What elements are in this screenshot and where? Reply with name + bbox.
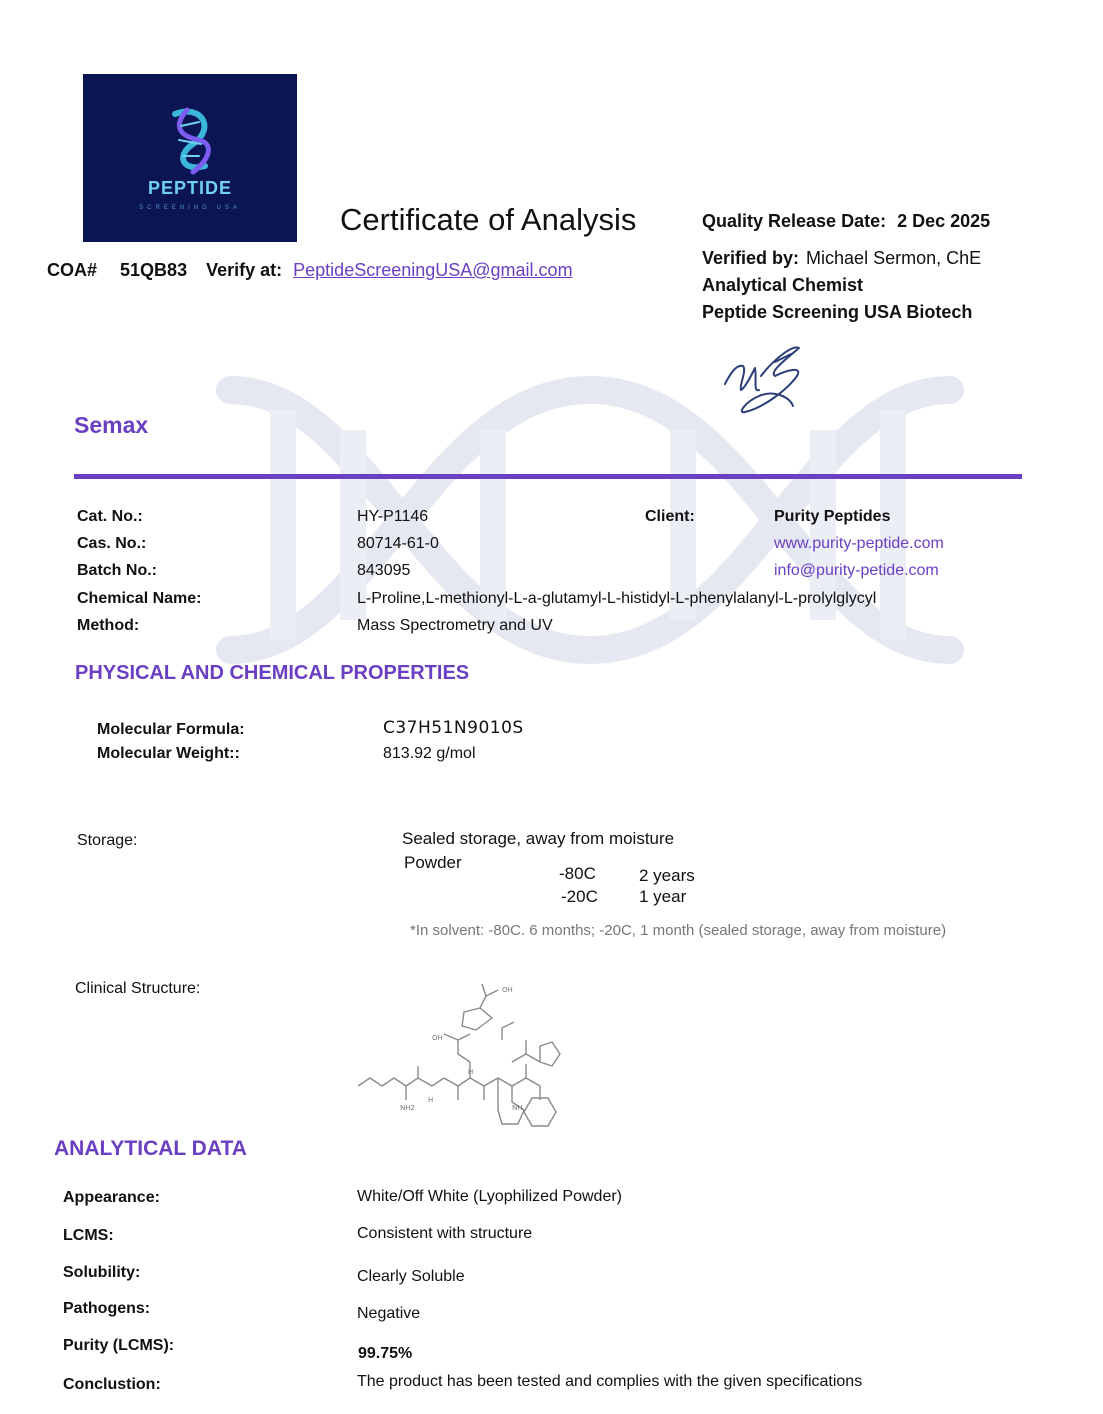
detail-label-batch: Batch No.:: [77, 562, 157, 579]
client-website-link[interactable]: www.purity-peptide.com: [774, 535, 944, 552]
structure-atom-nh2: NH2: [400, 1104, 415, 1112]
verify-label: Verify at:: [206, 260, 283, 280]
storage-note: *In solvent: -80C. 6 months; -20C, 1 month (sealed storage, away from moisture): [410, 922, 947, 939]
formula-label: Molecular Formula:: [97, 721, 245, 738]
verify-email-link[interactable]: PeptideScreeningUSA@gmail.com: [293, 260, 573, 280]
logo-tagline: SCREENING USA: [139, 205, 241, 211]
storage-temp-1: -80C: [559, 864, 596, 883]
storage-temp-2: -20C: [561, 887, 598, 906]
analytical-value-solubility: Clearly Soluble: [357, 1268, 465, 1285]
coa-number: 51QB83: [120, 260, 188, 280]
analytical-label-lcms: LCMS:: [63, 1227, 114, 1244]
company-logo: [83, 74, 297, 242]
verified-by-label: Verified by:: [702, 248, 800, 268]
chemical-structure-diagram: [352, 978, 574, 1138]
detail-value-method: Mass Spectrometry and UV: [357, 617, 553, 634]
release-date-label: Quality Release Date:: [702, 211, 887, 231]
verifier-role: Analytical Chemist: [702, 275, 864, 295]
section-divider: [74, 474, 1022, 479]
structure-label: Clinical Structure:: [75, 980, 201, 997]
storage-label: Storage:: [77, 832, 138, 849]
structure-atom-h-1: H: [428, 1096, 434, 1104]
analytical-label-solubility: Solubility:: [63, 1264, 141, 1281]
formula-value: C37H51N9010S: [383, 718, 524, 738]
verified-by-line: [702, 248, 981, 269]
analytical-label-purity: Purity (LCMS):: [63, 1337, 175, 1354]
detail-value-cat: HY-P1146: [357, 508, 429, 525]
structure-atom-nh: NH: [512, 1104, 523, 1112]
detail-value-chemical-name: L-Proline,L-methionyl-L-a-glutamyl-L-histidyl-L-phenylalanyl-L-prolylglycyl: [357, 590, 877, 607]
detail-label-chemical-name: Chemical Name:: [77, 590, 202, 607]
detail-value-cas: 80714-61-0: [357, 535, 439, 552]
storage-time-2: 1 year: [639, 887, 687, 906]
physical-properties-heading: PHYSICAL AND CHEMICAL PROPERTIES: [75, 662, 470, 684]
dna-logo-icon: [83, 74, 297, 242]
verifier-org: Peptide Screening USA Biotech: [702, 302, 973, 322]
release-date-line: [702, 211, 990, 232]
detail-value-batch: 843095: [357, 562, 411, 579]
analytical-data-heading: ANALYTICAL DATA: [54, 1137, 247, 1160]
signature-image: [715, 336, 825, 422]
coa-label: COA#: [47, 260, 98, 280]
analytical-label-conclusion: Conclustion:: [63, 1376, 161, 1393]
storage-time-1: 2 years: [639, 866, 695, 885]
page-title: Certificate of Analysis: [340, 202, 637, 237]
detail-label-cas: Cas. No.:: [77, 535, 147, 552]
analytical-value-lcms: Consistent with structure: [357, 1225, 533, 1242]
client-email-link[interactable]: info@purity-petide.com: [774, 562, 939, 579]
weight-value: 813.92 g/mol: [383, 745, 476, 762]
analytical-value-conclusion: The product has been tested and complies with the given specifications: [357, 1373, 863, 1390]
structure-atom-oh-1: OH: [432, 1034, 443, 1042]
verifier-name: Michael Sermon, ChE: [806, 248, 982, 268]
analytical-label-pathogens: Pathogens:: [63, 1300, 151, 1317]
storage-form: Powder: [404, 853, 462, 872]
detail-label-method: Method:: [77, 617, 140, 634]
product-name: Semax: [74, 412, 149, 438]
weight-label: Molecular Weight::: [97, 745, 240, 762]
logo-name: PEPTIDE: [147, 178, 233, 198]
structure-atom-h-2: H: [468, 1068, 474, 1076]
analytical-value-purity: 99.75%: [358, 1345, 413, 1362]
client-name: Purity Peptides: [774, 508, 891, 525]
analytical-value-appearance: White/Off White (Lyophilized Powder): [357, 1188, 622, 1205]
analytical-value-pathogens: Negative: [357, 1305, 421, 1322]
release-date: 2 Dec 2025: [897, 211, 991, 231]
coa-line: [47, 260, 573, 281]
client-label: Client:: [645, 508, 695, 525]
detail-label-cat: Cat. No.:: [77, 508, 143, 525]
structure-atom-oh-2: OH: [502, 986, 513, 994]
storage-line1: Sealed storage, away from moisture: [402, 829, 675, 848]
analytical-label-appearance: Appearance:: [63, 1189, 160, 1206]
